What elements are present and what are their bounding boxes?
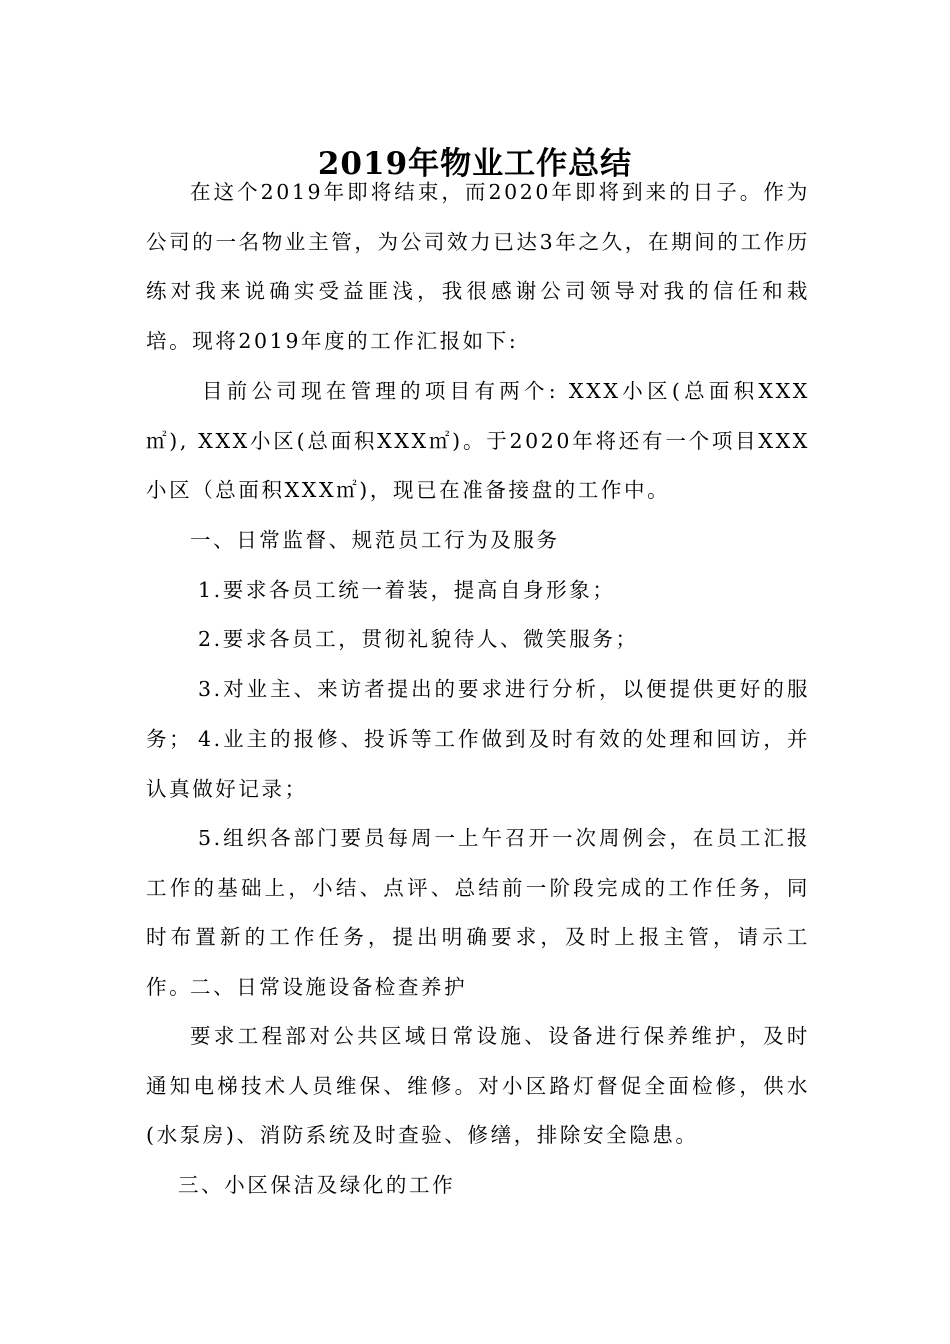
intro-paragraph: 在这个2019年即将结束，而2020年即将到来的日子。作为公司的一名物业主管，为公司效力已达3年之久，在期间的工作历练对我来说确实受益匪浅，我很感谢公司领导对我的信任和栽培。现将2019年度的工作汇报如下:: [146, 180, 810, 353]
list-item: 1.要求各员工统一着装，提高自身形象；: [198, 578, 616, 602]
section-heading-3: 三、小区保洁及绿化的工作: [178, 1173, 456, 1197]
document-title: 2019年物业工作总结: [317, 145, 633, 182]
list-item: 3.对业主、来访者提出的要求进行分析，以便提供更好的服务；: [146, 677, 810, 751]
list-item: 5.组织各部门要员每周一上午召开一次周例会，在员工汇报工作的基础上，小结、点评、总结前一阶段完成的工作任务，同时布置新的工作任务，提出明确要求，及时上报主管，请示工作。: [146, 826, 810, 999]
section-heading-1: 一、日常监督、规范员工行为及服务: [190, 528, 560, 552]
list-item: 2.要求各员工，贯彻礼貌待人、微笑服务；: [198, 627, 639, 651]
section-heading-2: 二、日常设施设备检查养护: [190, 975, 468, 999]
list-item: 4.业主的报修、投诉等工作做到及时有效的处理和回访，并认真做好记录；: [146, 727, 810, 801]
section-2-paragraph: 要求工程部对公共区域日常设施、设备进行保养维护，及时通知电梯技术人员维保、维修。对小区路灯督促全面检修，供水(水泵房)、消防系统及时查验、修缮，排除安全隐患。: [146, 1024, 810, 1148]
projects-paragraph: 目前公司现在管理的项目有两个: XXX小区(总面积XXX㎡), XXX小区(总面积XXX㎡)。于2020年将还有一个项目XXX小区（总面积XXX㎡)，现已在准备接盘的工作中。: [146, 379, 810, 503]
